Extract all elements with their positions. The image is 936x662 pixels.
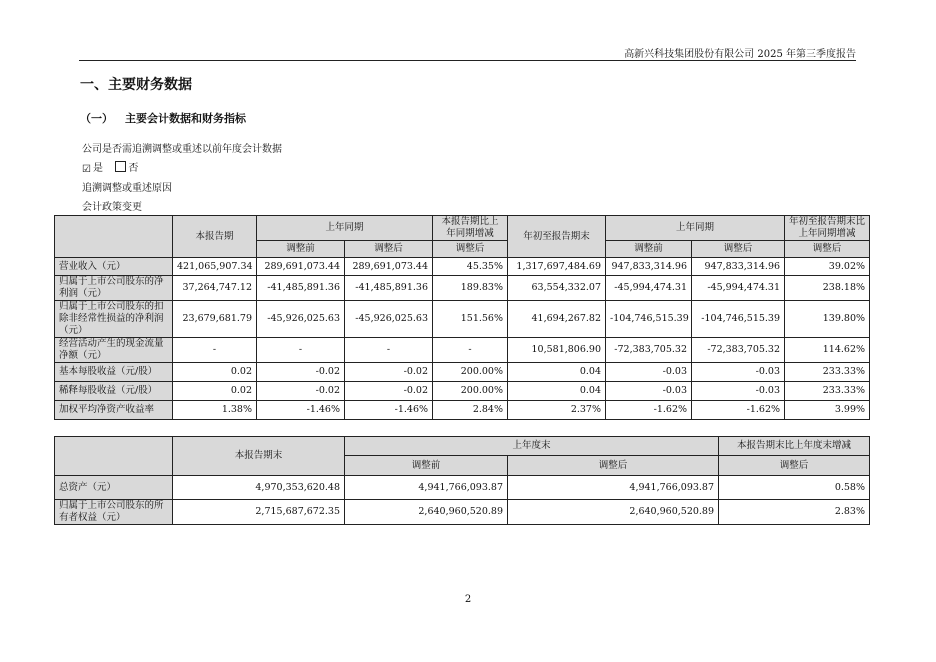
- table-cell: 45.35%: [433, 258, 508, 276]
- row-label: 营业收入（元）: [55, 258, 173, 276]
- table-cell: 151.56%: [433, 301, 508, 338]
- table-cell: 2.84%: [433, 401, 508, 420]
- table-cell: 37,264,747.12: [173, 276, 257, 301]
- table-cell: -0.03: [692, 363, 785, 382]
- table-cell: 947,833,314.96: [692, 258, 785, 276]
- sub-after: 调整后: [508, 456, 719, 476]
- table-cell: 2.83%: [719, 500, 870, 525]
- table-cell: -45,994,474.31: [692, 276, 785, 301]
- table-cell: -0.02: [345, 382, 433, 401]
- col-period-change: 本报告期比上年同期增减: [433, 216, 508, 241]
- table-cell: -1.46%: [257, 401, 345, 420]
- table-cell: 4,941,766,093.87: [345, 476, 508, 500]
- row-label: 经营活动产生的现金流量净额（元）: [55, 338, 173, 363]
- table-cell: 233.33%: [785, 363, 870, 382]
- table-cell: 139.80%: [785, 301, 870, 338]
- corner-cell: [55, 216, 173, 258]
- header-divider: [79, 60, 856, 61]
- sub-before: 调整前: [345, 456, 508, 476]
- col-current-period: 本报告期: [173, 216, 257, 258]
- table-cell: 238.18%: [785, 276, 870, 301]
- table-cell: 2,640,960,520.89: [345, 500, 508, 525]
- table-cell: 3.99%: [785, 401, 870, 420]
- sub-after: 调整后: [433, 241, 508, 258]
- table-cell: -: [173, 338, 257, 363]
- table-cell: -: [257, 338, 345, 363]
- sub-before: 调整前: [606, 241, 692, 258]
- answer-no: 否: [128, 163, 139, 174]
- table-row: [55, 338, 870, 363]
- table-cell: 114.62%: [785, 338, 870, 363]
- col-change: 本报告期末比上年度末增减: [719, 437, 870, 456]
- restatement-answer: [82, 159, 138, 174]
- col-prev-year-end: 上年度末: [345, 437, 719, 456]
- table-cell: 10,581,806.90: [508, 338, 606, 363]
- table-row: [55, 363, 870, 382]
- table-cell: 289,691,073.44: [345, 258, 433, 276]
- table-cell: 63,554,332.07: [508, 276, 606, 301]
- row-label: 总资产（元）: [55, 476, 173, 500]
- subsection-title: [80, 110, 246, 126]
- row-label: 归属于上市公司股东的扣除非经常性损益的净利润（元）: [55, 301, 173, 338]
- subsection-text: 主要会计数据和财务指标: [125, 112, 246, 125]
- col-ytd: 年初至报告期末: [508, 216, 606, 258]
- table-cell: -0.03: [606, 382, 692, 401]
- table-cell: -45,994,474.31: [606, 276, 692, 301]
- table-cell: -41,485,891.36: [257, 276, 345, 301]
- table-row: [55, 258, 870, 276]
- table-row: [55, 276, 870, 301]
- table-cell: -104,746,515.39: [692, 301, 785, 338]
- table-cell: -: [345, 338, 433, 363]
- table-cell: 189.83%: [433, 276, 508, 301]
- table-cell: -0.03: [606, 363, 692, 382]
- sub-after: 调整后: [785, 241, 870, 258]
- table-cell: 0.02: [173, 363, 257, 382]
- table-cell: 2.37%: [508, 401, 606, 420]
- report-header: 高新兴科技集团股份有限公司 2025 年第三季度报告: [624, 49, 856, 60]
- checked-box-icon: ☑: [82, 164, 91, 175]
- table-cell: 0.02: [173, 382, 257, 401]
- page-number: 2: [464, 594, 472, 605]
- table-cell: -0.02: [257, 363, 345, 382]
- restatement-reason: 追溯调整或重述原因: [82, 183, 172, 194]
- corner-cell: [55, 437, 173, 476]
- table-cell: -72,383,705.32: [606, 338, 692, 363]
- financial-table-main: [54, 215, 870, 420]
- table-cell: -45,926,025.63: [257, 301, 345, 338]
- table-cell: -72,383,705.32: [692, 338, 785, 363]
- table-cell: 4,970,353,620.48: [173, 476, 345, 500]
- restatement-policy: 会计政策变更: [82, 202, 142, 213]
- row-label: 加权平均净资产收益率: [55, 401, 173, 420]
- table-cell: 233.33%: [785, 382, 870, 401]
- table-cell: 0.04: [508, 363, 606, 382]
- table-row: [55, 500, 870, 525]
- table-cell: -1.62%: [606, 401, 692, 420]
- section-title: 一、主要财务数据: [80, 77, 192, 93]
- row-label: 归属于上市公司股东的所有者权益（元）: [55, 500, 173, 525]
- sub-after: 调整后: [345, 241, 433, 258]
- table-cell: 4,941,766,093.87: [508, 476, 719, 500]
- table-cell: 200.00%: [433, 382, 508, 401]
- table-row: [55, 301, 870, 338]
- table-cell: 0.04: [508, 382, 606, 401]
- table-cell: -0.03: [692, 382, 785, 401]
- table-cell: 2,715,687,672.35: [173, 500, 345, 525]
- col-current-period-end: 本报告期末: [173, 437, 345, 476]
- table-cell: 2,640,960,520.89: [508, 500, 719, 525]
- table-cell: 23,679,681.79: [173, 301, 257, 338]
- table-cell: -41,485,891.36: [345, 276, 433, 301]
- row-label: 归属于上市公司股东的净利润（元）: [55, 276, 173, 301]
- table-cell: 0.58%: [719, 476, 870, 500]
- col-prev-ytd: 上年同期: [606, 216, 785, 241]
- row-label: 基本每股收益（元/股）: [55, 363, 173, 382]
- sub-before: 调整前: [257, 241, 345, 258]
- subsection-number: （一）: [80, 112, 113, 125]
- table-cell: 200.00%: [433, 363, 508, 382]
- col-ytd-change: 年初至报告期末比上年同期增减: [785, 216, 870, 241]
- table-cell: 947,833,314.96: [606, 258, 692, 276]
- table-cell: 289,691,073.44: [257, 258, 345, 276]
- table-cell: 1.38%: [173, 401, 257, 420]
- table-cell: -0.02: [345, 363, 433, 382]
- table-row: [55, 401, 870, 420]
- empty-box-icon: [115, 161, 126, 172]
- answer-yes: 是: [92, 163, 103, 174]
- sub-after: 调整后: [692, 241, 785, 258]
- sub-after: 调整后: [719, 456, 870, 476]
- table-cell: 41,694,267.82: [508, 301, 606, 338]
- table-cell: 39.02%: [785, 258, 870, 276]
- table-cell: -1.62%: [692, 401, 785, 420]
- table-cell: -45,926,025.63: [345, 301, 433, 338]
- row-label: 稀释每股收益（元/股）: [55, 382, 173, 401]
- table-cell: 421,065,907.34: [173, 258, 257, 276]
- restatement-question: 公司是否需追溯调整或重述以前年度会计数据: [82, 144, 282, 155]
- table-cell: -1.46%: [345, 401, 433, 420]
- table-cell: -: [433, 338, 508, 363]
- col-prev-period: 上年同期: [257, 216, 433, 241]
- table-row: [55, 476, 870, 500]
- table-cell: 1,317,697,484.69: [508, 258, 606, 276]
- table-cell: -0.02: [257, 382, 345, 401]
- table-row: [55, 382, 870, 401]
- financial-table-balance: [54, 436, 870, 525]
- table-cell: -104,746,515.39: [606, 301, 692, 338]
